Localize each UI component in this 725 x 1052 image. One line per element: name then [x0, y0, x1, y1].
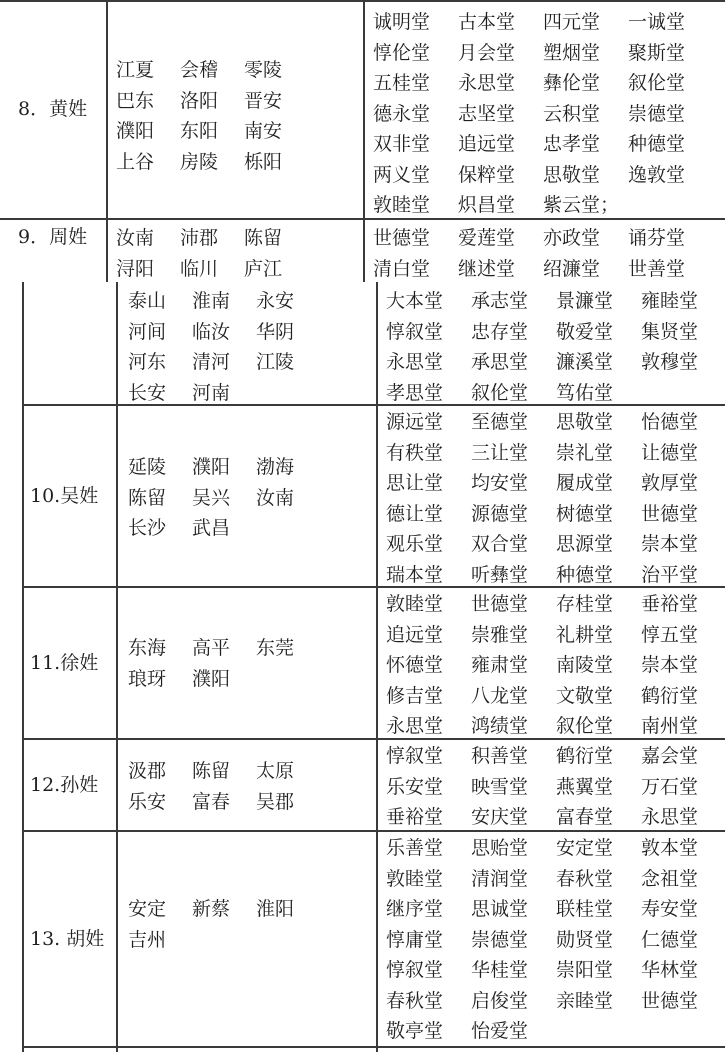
- tanghao: 双合堂: [471, 533, 529, 555]
- tanghao: 雍肃堂: [471, 654, 529, 676]
- tanghao: 思源堂: [556, 533, 614, 555]
- junwang-place: 汲郡: [128, 760, 167, 782]
- junwang-place: 上谷: [116, 150, 155, 173]
- junwang-place: 陈留: [128, 486, 167, 509]
- surname-label: [30, 588, 116, 738]
- bottom-table: [0, 282, 725, 1052]
- tanghao: 怡德堂: [641, 411, 699, 433]
- tanghao: 映雪堂: [471, 775, 529, 798]
- junwang-line: [128, 664, 373, 695]
- tanghao: 鸿绩堂: [471, 715, 529, 737]
- tanghao: 世德堂: [373, 227, 431, 249]
- junwang-place: 安定: [128, 898, 167, 920]
- junwang-cell: [116, 55, 356, 177]
- tanghao: 观乐堂: [386, 533, 444, 555]
- surname-label: [30, 406, 116, 586]
- junwang-place: 临川: [180, 257, 219, 280]
- junwang-place: 华阴: [256, 320, 295, 343]
- junwang-cell: [128, 633, 373, 694]
- junwang-place: 洛阳: [180, 89, 219, 112]
- tanghao: 两义堂: [373, 163, 431, 186]
- tanghao: 孝思堂: [386, 381, 444, 404]
- tanghao: 承思堂: [471, 351, 529, 373]
- tanghao: 诵芬堂: [628, 227, 686, 249]
- tanghao: 安定堂: [556, 837, 614, 859]
- tanghao: 种德堂: [556, 563, 614, 586]
- tanghao: 敬爱堂: [556, 320, 614, 343]
- tanghao: 四元堂: [543, 11, 601, 33]
- top-table: [0, 0, 725, 282]
- tanghao: 春秋堂: [386, 989, 444, 1012]
- tanghao-line: [386, 317, 725, 348]
- tanghao: 亲睦堂: [556, 989, 614, 1012]
- junwang-place: 汝南: [256, 486, 295, 509]
- junwang-place: 延陵: [128, 456, 167, 478]
- tanghao: 追远堂: [458, 133, 516, 155]
- tanghao: 永思堂: [458, 72, 516, 94]
- junwang-place: 汝南: [116, 227, 155, 249]
- tanghao: 南陵堂: [556, 654, 614, 676]
- surname-text: 8．黄姓: [18, 97, 88, 120]
- tanghao: 树德堂: [556, 502, 614, 525]
- tanghao-line: [386, 802, 725, 833]
- junwang-line: [128, 925, 373, 956]
- tanghao: 敦厚堂: [641, 472, 699, 494]
- tanghao-line: [386, 286, 725, 317]
- junwang-place: 河南: [192, 381, 231, 404]
- junwang-line: [128, 513, 373, 544]
- junwang-place: 河东: [128, 351, 167, 373]
- tanghao: 忠孝堂: [543, 133, 601, 155]
- junwang-place: 吴兴: [192, 486, 231, 509]
- tanghao-cell: [373, 223, 723, 282]
- tanghao-line: [386, 589, 725, 620]
- tanghao: 崇阳堂: [556, 959, 614, 981]
- tanghao-line: [373, 99, 723, 130]
- junwang-place: 江夏: [116, 59, 155, 81]
- tanghao: 月会堂: [458, 41, 516, 64]
- tanghao: 联桂堂: [556, 898, 614, 920]
- junwang-place: 吴郡: [256, 790, 295, 813]
- junwang-line: [128, 317, 373, 348]
- tanghao-line: [386, 378, 725, 409]
- tanghao: 世德堂: [471, 593, 529, 615]
- junwang-place: 东阳: [180, 120, 219, 142]
- tanghao: 逸敦堂: [628, 163, 686, 186]
- junwang-cell: [128, 894, 373, 955]
- tanghao: 华桂堂: [471, 959, 529, 981]
- junwang-place: 富春: [192, 790, 231, 813]
- junwang-line: [128, 452, 373, 483]
- tanghao: 源远堂: [386, 411, 444, 433]
- junwang-line: [128, 483, 373, 514]
- junwang-place: 零陵: [244, 59, 283, 81]
- junwang-line: [116, 147, 356, 178]
- tanghao: 垂裕堂: [386, 806, 444, 828]
- surname-text: 12.孙姓: [30, 773, 99, 796]
- surname-text: 13. 胡姓: [30, 927, 105, 950]
- junwang-place: 泰山: [128, 290, 167, 312]
- table-border: [22, 282, 24, 1052]
- tanghao: 景濂堂: [556, 290, 614, 312]
- tanghao: 怀德堂: [386, 654, 444, 676]
- tanghao: 叙伦堂: [556, 715, 614, 737]
- junwang-place: 会稽: [180, 59, 219, 81]
- tanghao: 忠存堂: [471, 320, 529, 343]
- tanghao: 有秩堂: [386, 441, 444, 464]
- tanghao: 治平堂: [641, 563, 699, 586]
- tanghao: 嘉会堂: [641, 745, 699, 767]
- tanghao: 礼耕堂: [556, 623, 614, 646]
- tanghao-line: [373, 7, 723, 38]
- junwang-place: 陈留: [192, 760, 231, 782]
- tanghao-cell: [386, 286, 725, 408]
- tanghao: 叙伦堂: [471, 381, 529, 404]
- tanghao: 聚斯堂: [628, 41, 686, 64]
- junwang-line: [116, 254, 356, 283]
- tanghao: 雍睦堂: [641, 290, 699, 312]
- junwang-line: [128, 756, 373, 787]
- tanghao: 让德堂: [641, 441, 699, 464]
- junwang-place: 清河: [192, 351, 231, 373]
- tanghao: 南州堂: [641, 715, 699, 737]
- tanghao: 惇叙堂: [386, 320, 444, 343]
- surname-text: 10.吴姓: [30, 484, 99, 507]
- tanghao: 万石堂: [641, 775, 699, 798]
- surname-label: [18, 0, 106, 218]
- tanghao: 彝伦堂: [543, 72, 601, 94]
- junwang-place: 渤海: [256, 456, 295, 478]
- junwang-place: 河间: [128, 320, 167, 343]
- tanghao: 鹤衍堂: [641, 684, 699, 707]
- tanghao: 春秋堂: [556, 867, 614, 890]
- junwang-place: 庐江: [244, 257, 283, 280]
- tanghao: 源德堂: [471, 502, 529, 525]
- tanghao: 继序堂: [386, 898, 444, 920]
- tanghao: 怡爱堂: [471, 1020, 529, 1042]
- tanghao: 保粹堂: [458, 163, 516, 186]
- tanghao: 文敬堂: [556, 684, 614, 707]
- tanghao: 仁德堂: [641, 928, 699, 951]
- column-divider: [116, 282, 118, 1052]
- junwang-place: 新蔡: [192, 898, 231, 920]
- tanghao: 惇叙堂: [386, 745, 444, 767]
- tanghao: 德永堂: [373, 102, 431, 125]
- column-divider: [376, 282, 378, 1052]
- tanghao: 叙伦堂: [628, 72, 686, 94]
- tanghao: 清白堂: [373, 257, 431, 280]
- junwang-line: [128, 894, 373, 925]
- tanghao: 修吉堂: [386, 684, 444, 707]
- tanghao: 思贻堂: [471, 837, 529, 859]
- junwang-place: 长安: [128, 381, 167, 404]
- tanghao: 塑烟堂: [543, 41, 601, 64]
- tanghao: 积善堂: [471, 745, 529, 767]
- tanghao: 崇雅堂: [471, 623, 529, 646]
- tanghao: 思敬堂: [556, 411, 614, 433]
- junwang-place: 濮阳: [192, 456, 231, 478]
- junwang-line: [128, 347, 373, 378]
- tanghao-line: [386, 1016, 725, 1047]
- tanghao: 崇本堂: [641, 654, 699, 676]
- tanghao: 惇庸堂: [386, 928, 444, 951]
- tanghao: 至德堂: [471, 411, 529, 433]
- tanghao: 德让堂: [386, 502, 444, 525]
- tanghao: 敦穆堂: [641, 351, 699, 373]
- junwang-cell: [128, 286, 373, 408]
- surname-label: [18, 228, 106, 247]
- tanghao: 鹤衍堂: [556, 745, 614, 767]
- junwang-place: 浔阳: [116, 257, 155, 280]
- tanghao-cell: [386, 741, 725, 833]
- tanghao: 瑞本堂: [386, 563, 444, 586]
- tanghao: 崇本堂: [641, 533, 699, 555]
- junwang-line: [116, 116, 356, 147]
- tanghao: 勋贤堂: [556, 928, 614, 951]
- tanghao-line: [386, 620, 725, 651]
- tanghao: 乐善堂: [386, 837, 444, 859]
- surname-label: [30, 832, 116, 1046]
- tanghao: 华林堂: [641, 959, 699, 981]
- tanghao-line: [386, 772, 725, 803]
- junwang-place: 陈留: [244, 227, 283, 249]
- junwang-place: 乐安: [128, 790, 167, 813]
- tanghao: 均安堂: [471, 472, 529, 494]
- surname-text: 9．周姓: [18, 226, 88, 248]
- tanghao-line: [386, 894, 725, 925]
- tanghao-line: [373, 129, 723, 160]
- tanghao: 履成堂: [556, 472, 614, 494]
- tanghao: 古本堂: [458, 11, 516, 33]
- tanghao: 紫云堂；: [543, 194, 620, 216]
- tanghao-cell: [373, 7, 723, 221]
- tanghao-line: [386, 681, 725, 712]
- junwang-place: 江陵: [256, 351, 295, 373]
- tanghao: 敦睦堂: [386, 593, 444, 615]
- junwang-place: 晋安: [244, 89, 283, 112]
- junwang-place: 沛郡: [180, 227, 219, 249]
- tanghao: 清润堂: [471, 867, 529, 890]
- junwang-place: 濮阳: [192, 667, 231, 690]
- tanghao: 笃佑堂: [556, 381, 614, 404]
- tanghao-line: [386, 986, 725, 1017]
- tanghao: 三让堂: [471, 441, 529, 464]
- tanghao: 存桂堂: [556, 593, 614, 615]
- tanghao: 永思堂: [386, 715, 444, 737]
- tanghao-line: [386, 650, 725, 681]
- junwang-place: 巴东: [116, 89, 155, 112]
- tanghao: 世德堂: [641, 502, 699, 525]
- junwang-place: 吉州: [128, 928, 167, 951]
- tanghao-line: [386, 438, 725, 469]
- tanghao: 一诚堂: [628, 11, 686, 33]
- tanghao-line: [373, 190, 723, 221]
- tanghao-line: [386, 864, 725, 895]
- junwang-place: 高平: [192, 637, 231, 659]
- junwang-place: 东海: [128, 637, 167, 659]
- tanghao: 绍濂堂: [543, 257, 601, 280]
- tanghao: 濂溪堂: [556, 351, 614, 373]
- tanghao: 敦本堂: [641, 837, 699, 859]
- junwang-place: 房陵: [180, 150, 219, 173]
- tanghao: 云积堂: [543, 102, 601, 125]
- tanghao: 听彝堂: [471, 563, 529, 586]
- tanghao-line: [386, 925, 725, 956]
- tanghao: 燕翼堂: [556, 775, 614, 798]
- tanghao-cell: [386, 833, 725, 1047]
- tanghao: 思让堂: [386, 472, 444, 494]
- tanghao-cell: [386, 407, 725, 590]
- tanghao: 安庆堂: [471, 806, 529, 828]
- tanghao: 永思堂: [386, 351, 444, 373]
- junwang-place: 东莞: [256, 637, 295, 659]
- junwang-line: [128, 787, 373, 818]
- tanghao: 双非堂: [373, 133, 431, 155]
- tanghao: 启俊堂: [471, 989, 529, 1012]
- junwang-place: 南安: [244, 120, 283, 142]
- tanghao: 敦睦堂: [373, 194, 431, 216]
- tanghao: 永思堂: [641, 806, 699, 828]
- tanghao: 垂裕堂: [641, 593, 699, 615]
- column-divider: [106, 0, 108, 282]
- tanghao: 集贤堂: [641, 320, 699, 343]
- junwang-cell: [116, 223, 356, 282]
- tanghao: 诚明堂: [373, 11, 431, 33]
- junwang-place: 临汝: [192, 320, 231, 343]
- tanghao-line: [386, 499, 725, 530]
- tanghao-line: [386, 468, 725, 499]
- junwang-place: 淮阳: [256, 898, 295, 920]
- junwang-place: 淮南: [192, 290, 231, 312]
- junwang-line: [128, 378, 373, 409]
- tanghao-line: [386, 711, 725, 742]
- tanghao: 种德堂: [628, 133, 686, 155]
- tanghao: 富春堂: [556, 806, 614, 828]
- column-divider: [363, 0, 365, 282]
- tanghao: 世德堂: [641, 989, 699, 1012]
- tanghao-line: [386, 833, 725, 864]
- junwang-place: 琅玡: [128, 667, 167, 690]
- tanghao-line: [386, 407, 725, 438]
- tanghao: 敦睦堂: [386, 867, 444, 890]
- tanghao: 惇伦堂: [373, 41, 431, 64]
- tanghao-line: [373, 38, 723, 69]
- junwang-place: 长沙: [128, 517, 167, 539]
- tanghao: 五桂堂: [373, 72, 431, 94]
- junwang-cell: [128, 756, 373, 817]
- junwang-line: [116, 223, 356, 254]
- tanghao-line: [386, 529, 725, 560]
- tanghao: 承志堂: [471, 290, 529, 312]
- junwang-cell: [128, 452, 373, 544]
- junwang-line: [128, 633, 373, 664]
- junwang-line: [116, 86, 356, 117]
- junwang-place: 太原: [256, 760, 295, 782]
- junwang-place: 永安: [256, 290, 295, 312]
- tanghao: 爱莲堂: [458, 227, 516, 249]
- tanghao-line: [373, 160, 723, 191]
- surname-label: [30, 740, 116, 830]
- tanghao: 世善堂: [628, 257, 686, 280]
- tanghao: 八龙堂: [471, 684, 529, 707]
- tanghao-line: [373, 223, 723, 254]
- tanghao: 思诚堂: [471, 898, 529, 920]
- junwang-line: [128, 286, 373, 317]
- tanghao-line: [386, 955, 725, 986]
- tanghao: 惇五堂: [641, 623, 699, 646]
- tanghao-line: [386, 347, 725, 378]
- tanghao-line: [373, 254, 723, 283]
- tanghao-line: [373, 68, 723, 99]
- tanghao: 崇德堂: [471, 928, 529, 951]
- tanghao-line: [386, 741, 725, 772]
- tanghao: 炽昌堂: [458, 194, 516, 216]
- junwang-line: [116, 55, 356, 86]
- tanghao: 继述堂: [458, 257, 516, 280]
- tanghao: 大本堂: [386, 290, 444, 312]
- tanghao: 寿安堂: [641, 898, 699, 920]
- tanghao: 念祖堂: [641, 867, 699, 890]
- tanghao: 崇德堂: [628, 102, 686, 125]
- junwang-place: 栎阳: [244, 150, 283, 173]
- tanghao: 崇礼堂: [556, 441, 614, 464]
- tanghao: 敬亭堂: [386, 1020, 444, 1042]
- junwang-place: 武昌: [192, 517, 231, 539]
- junwang-place: 濮阳: [116, 120, 155, 142]
- tanghao: 乐安堂: [386, 775, 444, 798]
- tanghao: 惇叙堂: [386, 959, 444, 981]
- tanghao: 追远堂: [386, 623, 444, 646]
- tanghao-line: [386, 560, 725, 591]
- tanghao: 亦政堂: [543, 227, 601, 249]
- tanghao: 思敬堂: [543, 163, 601, 186]
- tanghao: 志坚堂: [458, 102, 516, 125]
- surname-text: 11.徐姓: [30, 651, 99, 674]
- tanghao-cell: [386, 589, 725, 742]
